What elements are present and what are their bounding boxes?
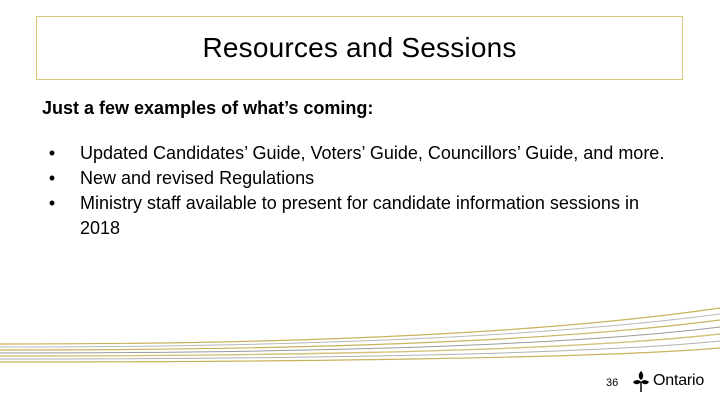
bullet-marker: • <box>48 193 56 213</box>
trillium-icon <box>630 368 652 394</box>
bullet-marker: • <box>48 168 56 188</box>
bullet-text: New and revised Regulations <box>80 168 315 188</box>
bullet-text: Ministry staff available to present for candidate information sessions in 2018 <box>80 193 639 238</box>
slide-subtitle: Just a few examples of what’s coming: <box>42 98 374 118</box>
bullet-item <box>42 141 682 166</box>
page-number: 36 <box>606 377 619 389</box>
bullet-list <box>42 141 682 241</box>
slide-title: Resources and Sessions <box>202 32 517 63</box>
bullet-text: Updated Candidates’ Guide, Voters’ Guide, Councillors’ Guide, and more. <box>80 143 665 163</box>
bullet-marker: • <box>48 143 56 163</box>
decorative-stripes <box>0 300 720 370</box>
ontario-wordmark: Ontario <box>653 372 705 389</box>
bullet-item <box>42 191 682 241</box>
title-box <box>36 16 683 80</box>
bullet-item <box>42 166 682 191</box>
ontario-logo <box>630 368 704 394</box>
